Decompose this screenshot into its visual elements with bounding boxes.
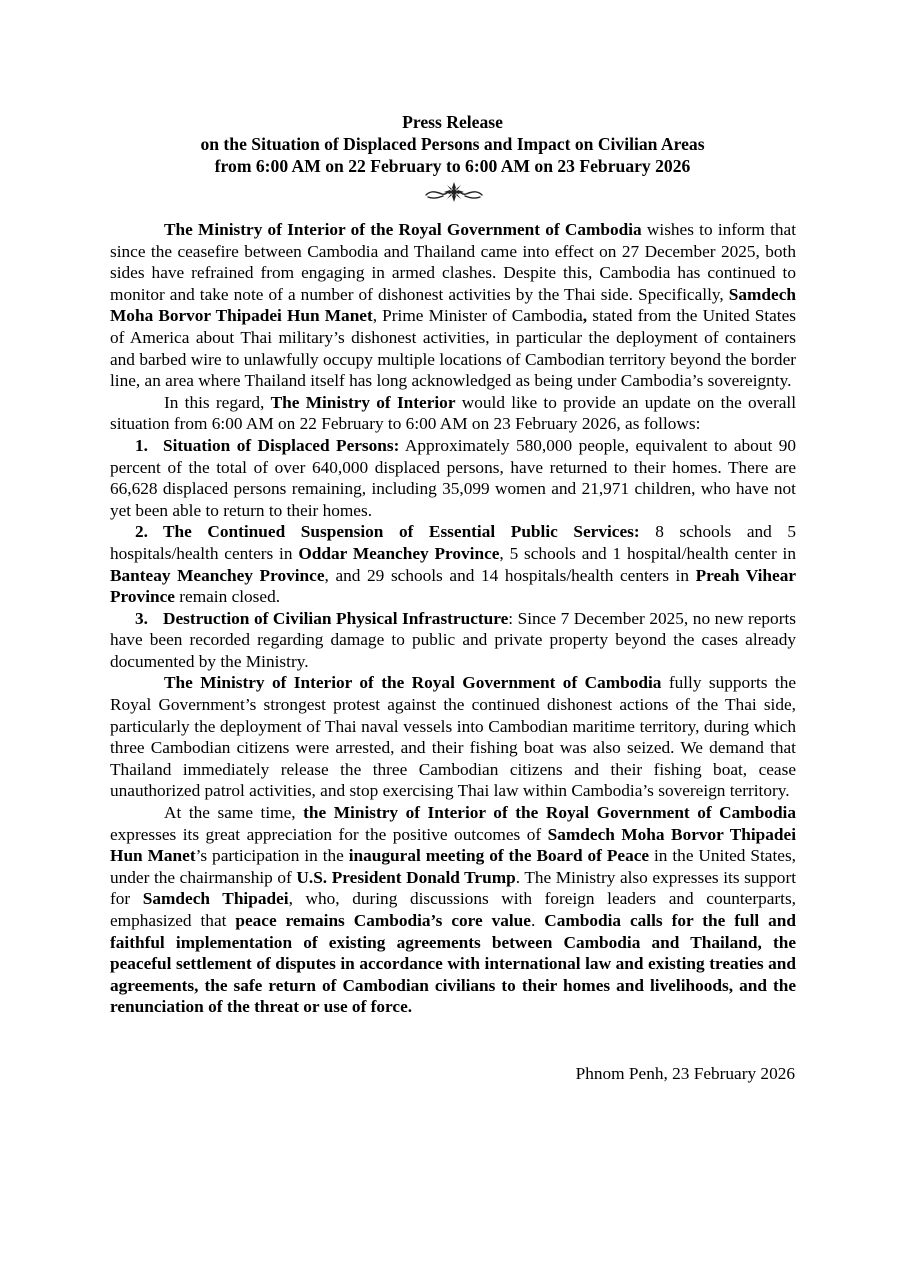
text: expresses its great appreciation for the positive outcomes of bbox=[110, 824, 548, 844]
numbered-item bbox=[110, 521, 796, 607]
text: Approximately 580,000 people, equivalent to about 90 percent of the total of over 640,000 displaced persons, have returned to their homes. There are 66,628 displaced persons remaining, including 35,099 women and 21,971 children, who have not yet been able to return to their homes. bbox=[110, 435, 796, 520]
text: would like to provide an update on the overall situation from 6:00 AM on 22 February to 6:00 AM on 23 February 2026, as follows: bbox=[110, 392, 796, 434]
body-paragraph bbox=[110, 219, 796, 392]
numbered-item bbox=[110, 608, 796, 673]
text: ’s participation in the bbox=[195, 846, 349, 866]
text: , Prime Minister of Cambodia bbox=[372, 306, 583, 326]
bold-text: Preah Vihear Province bbox=[110, 565, 797, 607]
item-number: 1. bbox=[135, 435, 148, 455]
numbered-item bbox=[110, 435, 796, 521]
text: In this regard, bbox=[164, 392, 271, 412]
item-number: 2. bbox=[135, 522, 148, 542]
document-body bbox=[110, 219, 796, 1018]
document-subtitle-line-2: from 6:00 AM on 22 February to 6:00 AM on 23 February 2026 bbox=[214, 156, 691, 176]
text: in the United States, under the chairmanship of bbox=[110, 846, 796, 887]
text: remain closed. bbox=[174, 587, 281, 607]
text: stated from the United States of America about Thai military’s dishonest activities, in particular the deployment of containers and barbed wire to unlawfully occupy multiple locations of Cambodian territory beyond the border line, an area where Thailand itself has long acknowledged as being under Cambodia’s sovereignty. bbox=[110, 306, 797, 391]
bold-text: Samdech Thipadei bbox=[142, 889, 289, 909]
bold-text: The Ministry of Interior of the Royal Government of Cambodia bbox=[164, 220, 642, 239]
text: . bbox=[530, 911, 545, 930]
bold-text: Oddar Meanchey Province bbox=[298, 543, 500, 563]
text: At the same time, bbox=[164, 803, 304, 823]
bold-text: Samdech Moha Borvor Thipadei Hun Manet bbox=[110, 284, 796, 326]
bold-text: peace remains Cambodia’s core value bbox=[235, 911, 531, 930]
text: , and 29 schools and 14 hospitals/health centers in bbox=[324, 565, 696, 585]
body-paragraph bbox=[110, 802, 796, 1018]
document-title: Press Release bbox=[402, 112, 503, 132]
document-subtitle-line-1: on the Situation of Displaced Persons and Impact on Civilian Areas bbox=[200, 134, 705, 154]
place-and-date: Phnom Penh, 23 February 2026 bbox=[575, 1064, 795, 1083]
bold-text: The Continued Suspension of Essential Public Services: bbox=[163, 522, 640, 542]
bold-text: U.S. President Donald Trump bbox=[296, 867, 516, 887]
bold-text: Destruction of Civilian Physical Infrastructure bbox=[163, 608, 509, 628]
item-number: 3. bbox=[135, 608, 148, 628]
body-paragraph bbox=[110, 392, 796, 435]
bold-text: The Ministry of Interior of the Royal Government of Cambodia bbox=[164, 673, 662, 693]
bold-text: inaugural meeting of the Board of Peace bbox=[348, 846, 650, 866]
bold-text: Banteay Meanchey Province bbox=[110, 565, 325, 585]
decorative-flourish-icon bbox=[423, 180, 485, 204]
text: , who, during discussions with foreign leaders and counterparts, emphasized that bbox=[110, 889, 797, 930]
bold-text: The Ministry of Interior bbox=[270, 392, 456, 412]
bold-text: Situation of Displaced Persons: bbox=[163, 435, 400, 455]
text: : Since 7 December 2025, no new reports have been recorded regarding damage to public and private property beyond the cases already documented by the Ministry. bbox=[110, 608, 796, 671]
bold-text: the Ministry of Interior of the Royal Government of Cambodia bbox=[303, 803, 797, 823]
bold-text: Cambodia calls for the full and faithful implementation of existing agreements between Cambodia and Thailand, the peaceful settlement of disputes in accordance with international law and existing treaties and agreements, the safe return of Cambodian civilians to their homes and livelihoods, and the renunciation of the threat or use of force. bbox=[110, 911, 797, 1017]
text: wishes to inform that since the ceasefire between Cambodia and Thailand came into effect on 27 December 2025, both sides have refrained from engaging in armed clashes. Despite this, Cambodia has continued to monitor and take note of a number of dishonest activities by the Thai side. Specifically, bbox=[110, 220, 796, 304]
bold-text: , bbox=[582, 306, 588, 326]
text: 8 schools and 5 hospitals/health centers in bbox=[110, 522, 796, 563]
document-header bbox=[110, 111, 795, 177]
bold-text: Samdech Moha Borvor Thipadei Hun Manet bbox=[110, 824, 797, 866]
text: . The Ministry also expresses its support for bbox=[110, 867, 797, 909]
text: , 5 schools and 1 hospital/health center in bbox=[499, 543, 796, 563]
text: fully supports the Royal Government’s strongest protest against the continued dishonest actions of the Thai side, particularly the deployment of Thai naval vessels into Cambodian maritime territory, during which three Cambodian citizens were arrested, and their fishing boat was also seized. We demand that Thailand immediately release the three Cambodian citizens and their fishing boat, cease unauthorized patrol activities, and stop exercising Thai law within Cambodia’s sovereign territory. bbox=[110, 673, 796, 801]
body-paragraph bbox=[110, 672, 796, 802]
